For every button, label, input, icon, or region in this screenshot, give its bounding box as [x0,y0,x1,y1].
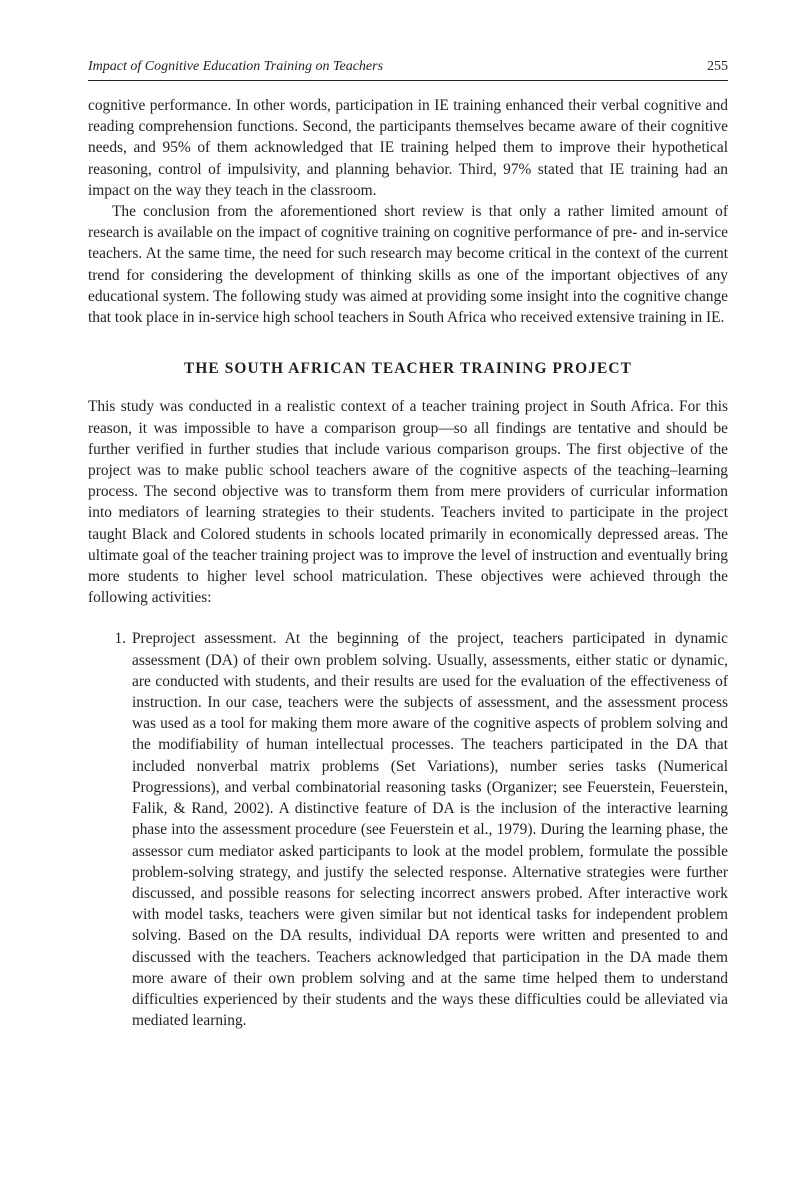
book-page [88,0,728,1185]
paragraph-continued: cognitive performance. In other words, participation in IE training enhanced their verbal cognitive and reading comprehension functions. Second, the participants themselves became aware of their cognitive needs, and 95% of them acknowledged that IE training helped them to improve their hypothetical reasoning, control of impulsivity, and planning behavior. Third, 97% stated that IE training had an impact on the way they teach in the classroom. [88,97,728,199]
activities-list [88,628,728,1031]
list-item-text: Preproject assessment. At the beginning of the project, teachers participated in dynamic assessment (DA) of their own problem solving. Usually, assessments, either static or dynamic, are conducted with students, and their results are used for the evaluation of the effectiveness of instruction. In our case, teachers were the subjects of assessment, and the assessment process was used as a tool for making them more aware of the cognitive aspects of problem solving and the modifiability of human intellectual processes. The teachers participated in the DA that included nonverbal matrix problems (Set Variations), number series tasks (Numerical Progressions), and verbal combinatorial reasoning tasks (Organizer; see Feuerstein, Feuerstein, Falik, & Rand, 2002). A distinctive feature of DA is the inclusion of the interactive learning phase into the assessment procedure (see Feuerstein et al., 1979). During the learning phase, the assessor cum mediator asked participants to look at the model problem, formulate the possible problem-solving strategy, and justify the selected response. Alternative strategies were further discussed, and possible reasons for selecting incorrect answers probed. After interactive work with model tasks, teachers were given similar but not identical tasks for independent problem solving. Based on the DA results, individual DA reports were written and presented to and discussed with the teachers. Teachers acknowledged that participation in the DA made them more aware of their own problem solving and at the same time helped them to understand difficulties experienced by their students and the ways these difficulties could be alleviated via mediated learning. [132,630,728,1030]
body-text [88,95,728,1031]
page-number: 255 [707,59,728,74]
header-rule [88,80,728,81]
list-item-number: 1. [114,630,126,648]
paragraph-study-context: This study was conducted in a realistic context of a teacher training project in South Africa. For this reason, it was impossible to have a comparison group—so all findings are tentative and should be further verified in further studies that include various comparison groups. The first objective of the project was to make public school teachers aware of the cognitive aspects of the teaching–learning process. The second objective was to transform them from mere providers of curricular information into mediators of learning strategies to their students. Teachers invited to participate in the project taught Black and Colored students in schools located primarily in economically depressed areas. The ultimate goal of the teacher training project was to improve the level of instruction and eventually bring more students to higher level school matriculation. These objectives were achieved through the following activities: [88,398,728,607]
paragraph-review-conclusion: The conclusion from the aforementioned short review is that only a rather limited amount of research is available on the impact of cognitive training on cognitive performance of pre- and in-service teachers. At the same time, the need for such research may become critical in the context of the current trend for considering the development of thinking skills as one of the important objectives of any educational system. The following study was aimed at providing some insight into the cognitive change that took place in in-service high school teachers in South Africa who received extensive training in IE. [88,203,728,327]
section-heading: THE SOUTH AFRICAN TEACHER TRAINING PROJECT [184,360,632,378]
running-head [88,56,728,78]
list-item [88,628,728,1031]
running-head-title: Impact of Cognitive Education Training on Teachers [88,59,384,74]
